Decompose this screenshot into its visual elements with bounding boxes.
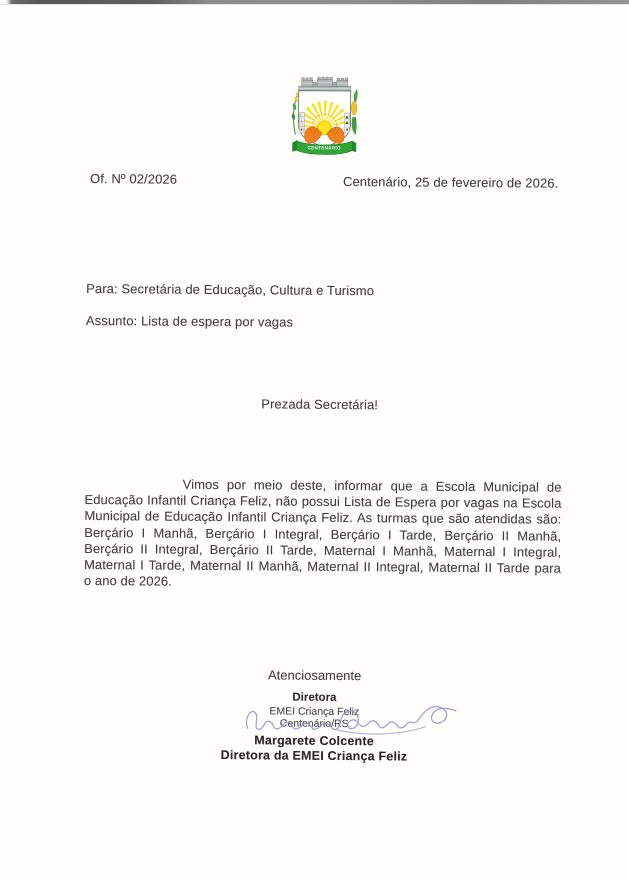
municipal-crest	[288, 77, 361, 162]
crest-banner-text: CENTENÁRIO	[308, 144, 342, 150]
reference-number: Of. Nº 02/2026	[90, 171, 177, 188]
body-line: Vimos por meio deste, informar que a Escola Municipal de	[85, 476, 562, 496]
body-paragraph	[84, 476, 562, 593]
date-line: Centenário, 25 de fevereiro de 2026.	[343, 174, 558, 192]
subject-line: Assunto: Lista de espera por vagas	[86, 313, 293, 331]
recipient-line: Para: Secretária de Educação, Cultura e Turismo	[86, 281, 374, 299]
crest-right-pillar	[344, 113, 349, 133]
body-line: o ano de 2026.	[84, 573, 561, 593]
body-line: Berçário II Integral, Berçário II Tarde, Maternal I Manhã, Maternal I Integral,	[84, 541, 561, 561]
crest-left-pillar	[299, 113, 304, 133]
body-line: Educação Infantil Criança Feliz, não possui Lista de Espera por vagas na Escola	[84, 492, 561, 512]
signer-name: Margarete Colcente	[0, 731, 629, 750]
body-line: Berçário I Manhã, Berçário I Integral, Berçário I Tarde, Berçário II Manhã,	[84, 525, 561, 545]
signer-institution: EMEI Criança Feliz	[0, 703, 629, 720]
signer-role: Diretora da EMEI Criança Feliz	[0, 746, 629, 765]
signer-city: Centenário/RS	[0, 715, 629, 732]
signer-title: Diretora	[0, 689, 629, 706]
salutation: Prezada Secretária!	[261, 396, 378, 413]
crest-corn-right	[351, 89, 358, 135]
handwritten-signature	[242, 698, 464, 746]
body-line: Maternal I Tarde, Maternal II Manhã, Maternal II Integral, Maternal II Tarde para	[84, 557, 561, 577]
closing-regards: Atenciosamente	[0, 665, 629, 685]
crest-mural-crown	[299, 77, 351, 91]
body-line: Municipal de Educação Infantil Criança Feliz. As turmas que são atendidas são:	[84, 508, 561, 528]
